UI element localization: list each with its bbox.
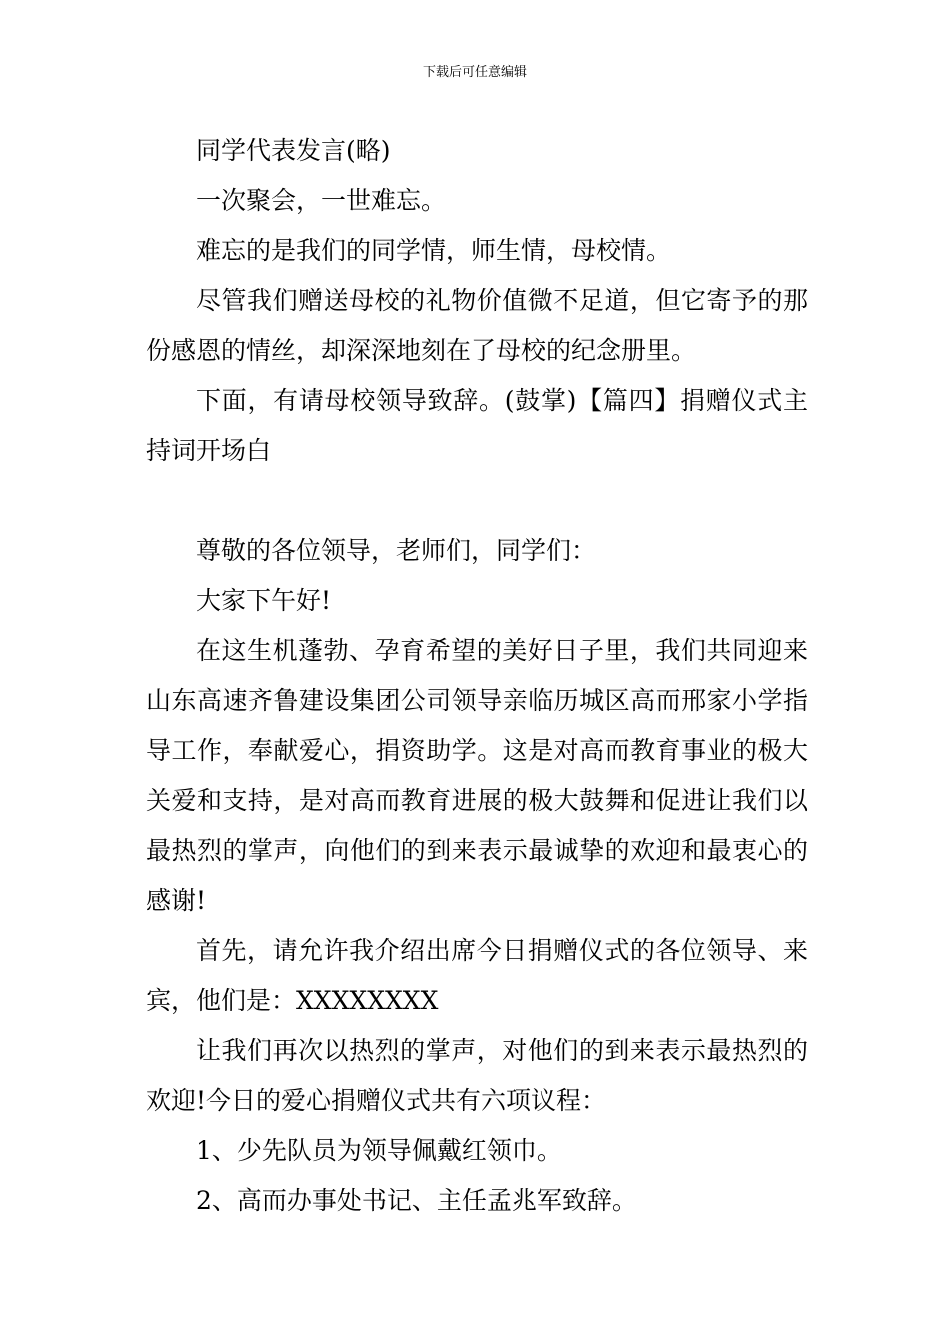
- page-header: 下载后可任意编辑: [422, 65, 527, 80]
- paragraph: 难忘的是我们的同学情，师生情，母校情。: [196, 236, 672, 265]
- paragraph: 尽管我们赠送母校的礼物价值微不足道，但它寄予的那份感恩的情丝，却深深地刻在了母校的纪念册里。: [146, 286, 808, 365]
- paragraph: 大家下午好!: [196, 586, 332, 615]
- paragraph: 同学代表发言(略): [196, 136, 391, 165]
- paragraph: 1、少先队员为领导佩戴红领巾。: [196, 1136, 562, 1165]
- paragraph: 让我们再次以热烈的掌声，对他们的到来表示最热烈的欢迎!今日的爱心捐赠仪式共有六项议程：: [146, 1036, 808, 1115]
- paragraph: 尊敬的各位领导，老师们，同学们：: [196, 536, 597, 565]
- paragraph: 在这生机蓬勃、孕育希望的美好日子里，我们共同迎来山东高速齐鲁建设集团公司领导亲临历城区高而邢家小学指导工作，奉献爱心，捐资助学。这是对高而教育事业的极大关爱和支持，是对高而教育进展的极大鼓舞和促进让我们以最热烈的掌声，向他们的到来表示最诚挚的欢迎和最衷心的感谢!: [146, 636, 808, 915]
- paragraph: 首先，请允许我介绍出席今日捐赠仪式的各位领导、来宾，他们是：XXXXXXXX: [146, 936, 808, 1015]
- paragraph: 一次聚会，一世难忘。: [196, 186, 447, 215]
- paragraph: 2、高而办事处书记、主任孟兆军致辞。: [196, 1186, 637, 1215]
- document-body: [146, 126, 808, 1226]
- blank-line: [146, 476, 808, 526]
- paragraph: 下面，有请母校领导致辞。(鼓掌)【篇四】捐赠仪式主持词开场白: [146, 386, 808, 465]
